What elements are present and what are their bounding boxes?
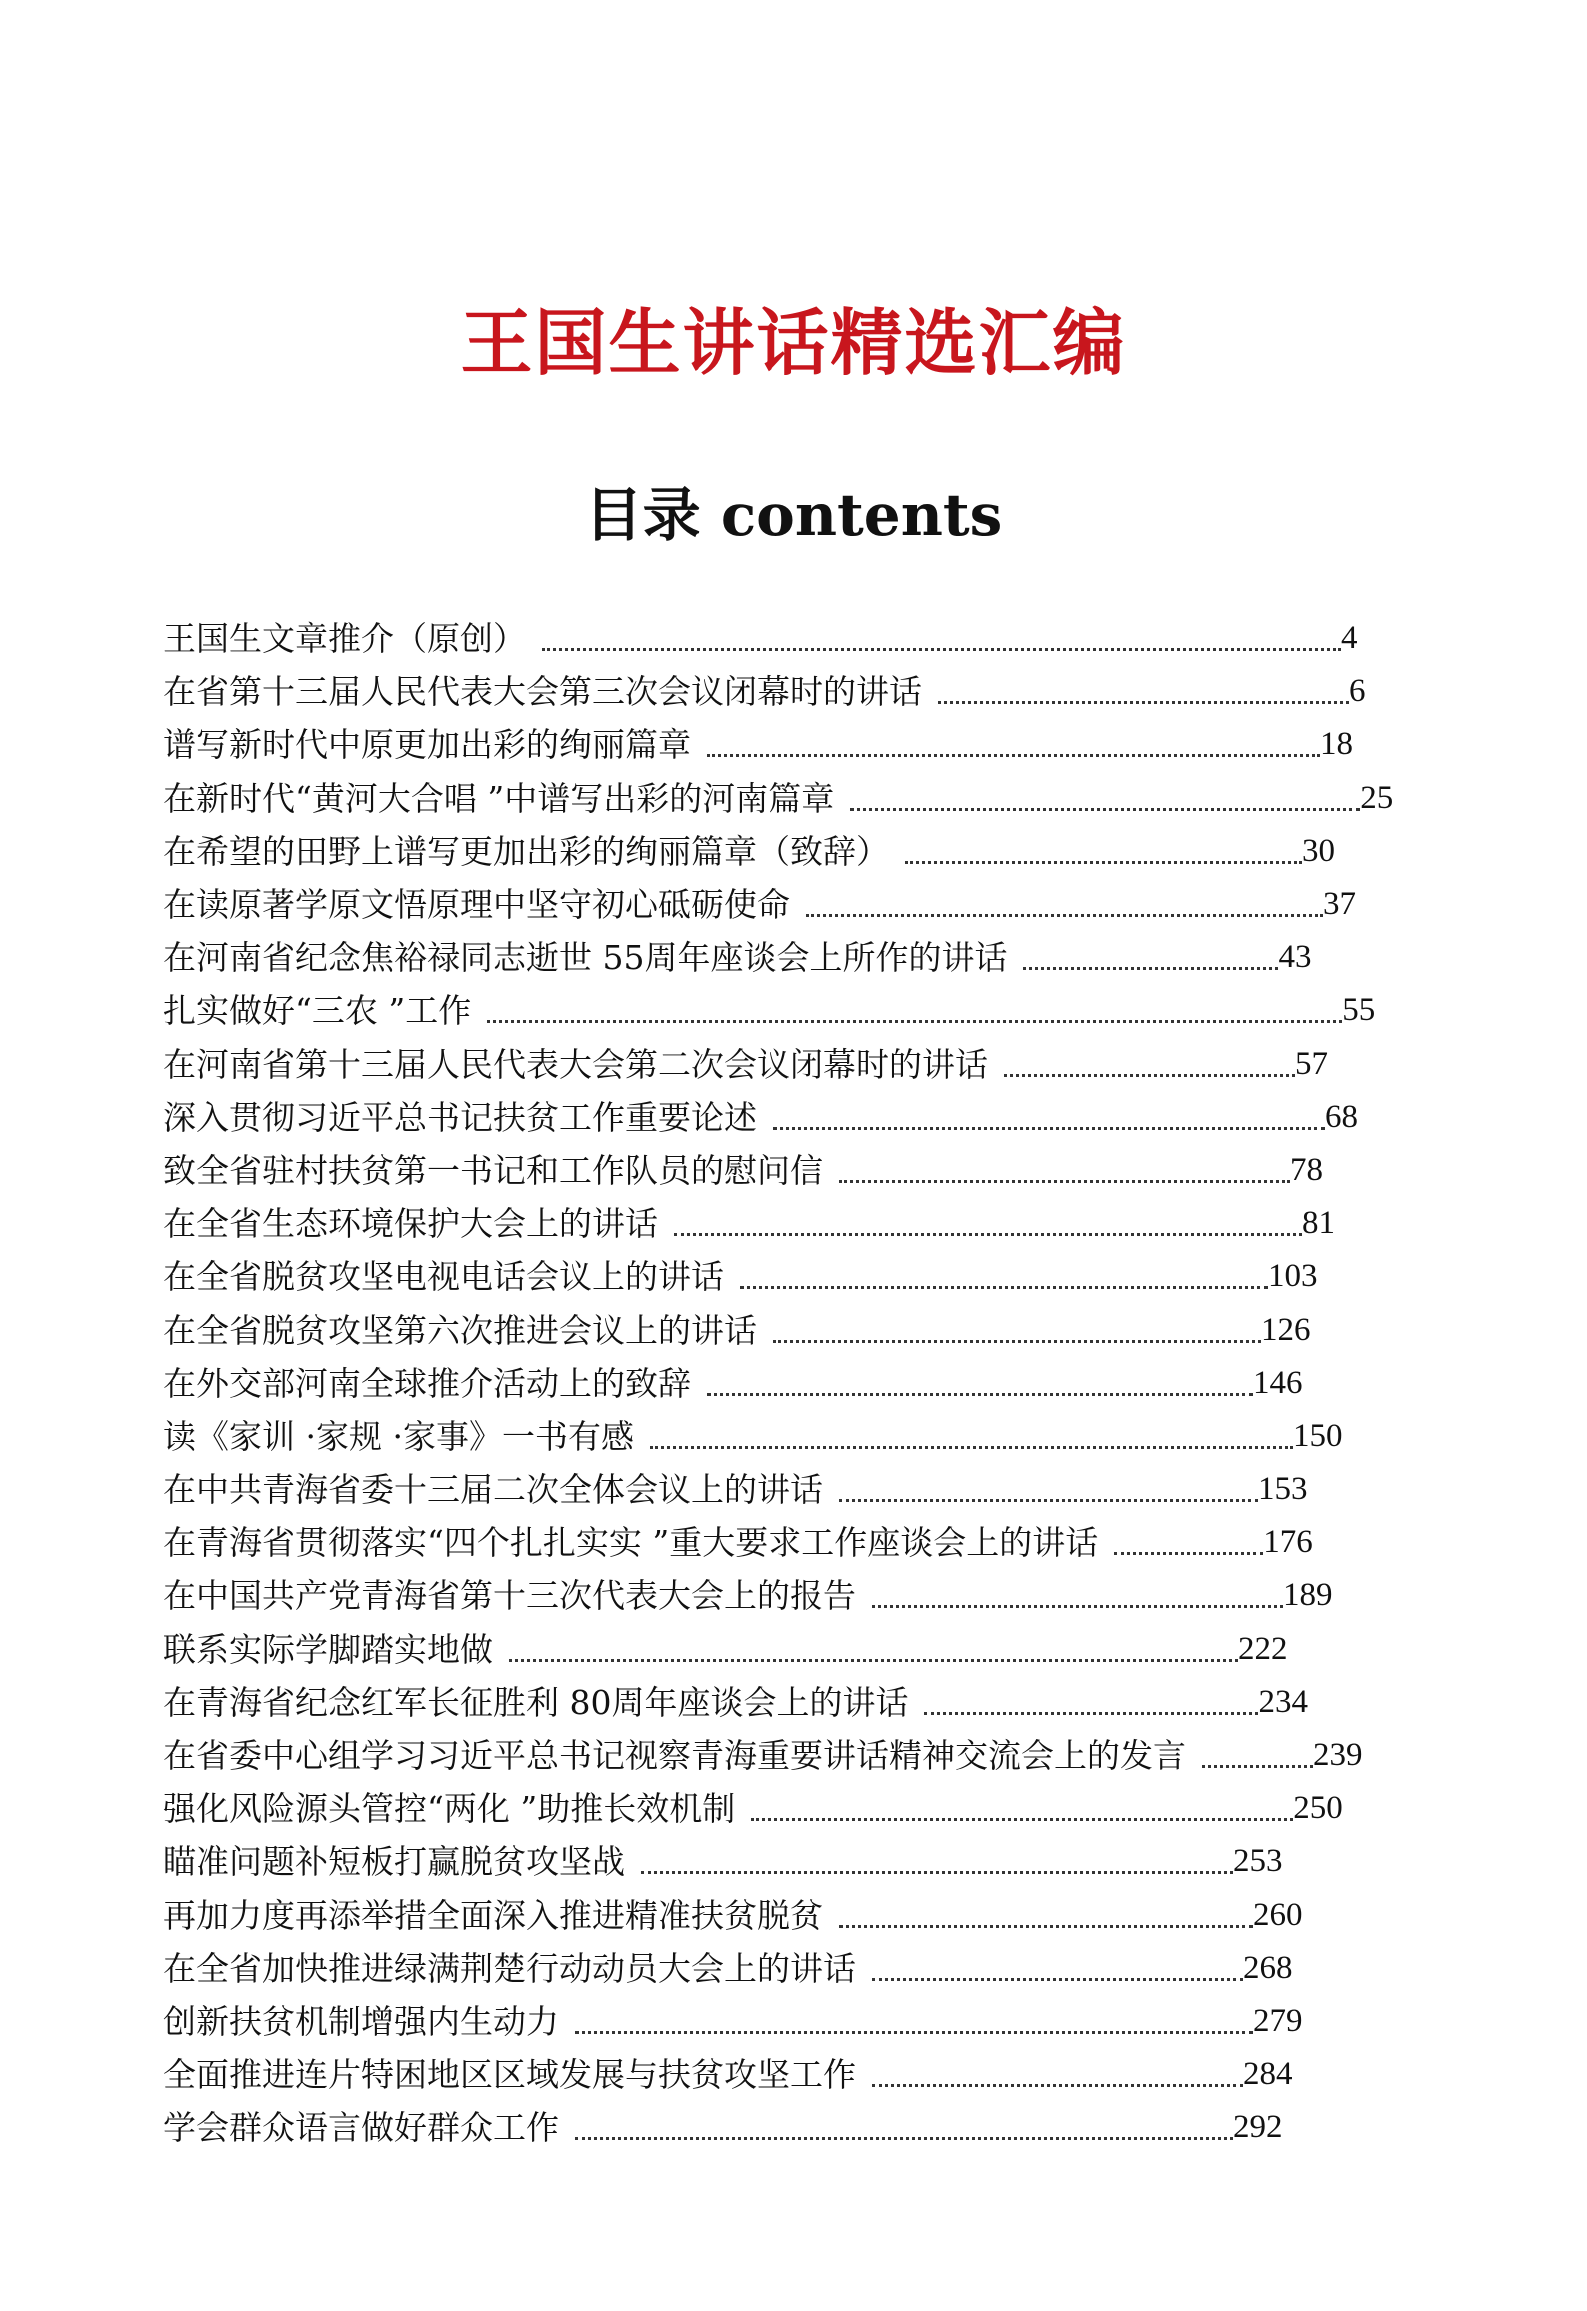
toc-entry-title: 在青海省贯彻落实“四个扎扎实实 ”重大要求工作座谈会上的讲话 (163, 1523, 1099, 1563)
toc-entry[interactable] (163, 1303, 1403, 1356)
toc-dot-leader (542, 612, 1341, 665)
toc-entry[interactable] (163, 1676, 1403, 1729)
toc-entry-page: 268 (1243, 1949, 1293, 1986)
toc-dot-leader (872, 1569, 1283, 1622)
toc-dot-leader (1023, 931, 1278, 984)
toc-entry[interactable] (163, 1038, 1403, 1091)
toc-dot-leader (674, 1197, 1302, 1250)
toc-entry[interactable] (163, 1569, 1403, 1622)
toc-entry-page: 55 (1342, 992, 1376, 1029)
toc-entry[interactable] (163, 772, 1403, 825)
toc-dot-leader (773, 1091, 1325, 1144)
toc-entry-title: 学会群众语言做好群众工作 (163, 2108, 559, 2148)
toc-entry-page: 150 (1292, 1417, 1343, 1454)
toc-entry-page: 37 (1323, 886, 1356, 923)
toc-entry-title: 致全省驻村扶贫第一书记和工作队员的慰问信 (163, 1150, 823, 1190)
toc-entry-title: 在青海省纪念红军长征胜利 80周年座谈会上的讲话 (163, 1682, 909, 1722)
toc-entry-page: 30 (1302, 832, 1335, 869)
toc-dot-leader (707, 1357, 1253, 1410)
toc-entry-page: 146 (1253, 1364, 1303, 1401)
toc-entry[interactable] (163, 1623, 1403, 1676)
toc-entry-title: 在新时代“黄河大合唱 ”中谱写出彩的河南篇章 (163, 778, 835, 818)
toc-entry[interactable] (163, 1197, 1403, 1250)
toc-entry-title: 在省第十三届人民代表大会第三次会议闭幕时的讲话 (163, 672, 922, 712)
toc-entry-page: 103 (1268, 1258, 1318, 1295)
toc-entry-page: 284 (1243, 2056, 1293, 2093)
toc-entry[interactable] (163, 825, 1403, 878)
toc-entry[interactable] (163, 1463, 1403, 1516)
toc-dot-leader (850, 772, 1360, 825)
toc-entry[interactable] (163, 1091, 1403, 1144)
toc-dot-leader (487, 984, 1342, 1037)
toc-entry[interactable] (163, 984, 1403, 1037)
toc-entry-page: 57 (1295, 1045, 1328, 1082)
toc-entry-title: 全面推进连片特困地区区域发展与扶贫攻坚工作 (163, 2055, 856, 2095)
toc-entry[interactable] (163, 1942, 1403, 1995)
toc-dot-leader (509, 1623, 1238, 1676)
toc-entry-page: 253 (1233, 1843, 1283, 1880)
toc-entry-page: 279 (1253, 2002, 1303, 2039)
toc-dot-leader (839, 1463, 1258, 1516)
toc-entry-title: 在全省加快推进绿满荆楚行动动员大会上的讲话 (163, 1948, 856, 1988)
toc-dot-leader (575, 2101, 1233, 2154)
toc-entry[interactable] (163, 718, 1403, 771)
toc-entry-page: 78 (1290, 1151, 1323, 1188)
toc-entry-page: 153 (1258, 1471, 1308, 1508)
toc-entry-title: 在外交部河南全球推介活动上的致辞 (163, 1363, 691, 1403)
toc-dot-leader (575, 1995, 1253, 2048)
toc-entry-title: 在读原著学原文悟原理中坚守初心砥砺使命 (163, 885, 790, 925)
toc-entry[interactable] (163, 1729, 1403, 1782)
toc-dot-leader (905, 825, 1302, 878)
toc-entry-page: 234 (1258, 1683, 1308, 1720)
document-title: 王国生讲话精选汇编 (460, 300, 1127, 385)
toc-dot-leader (751, 1782, 1293, 1835)
toc-entry-title: 王国生文章推介（原创） (163, 619, 526, 659)
toc-entry[interactable] (163, 878, 1403, 931)
toc-entry-page: 222 (1238, 1630, 1288, 1667)
toc-entry-page: 81 (1302, 1205, 1335, 1242)
toc-dot-leader (1114, 1516, 1263, 1569)
toc-dot-leader (650, 1410, 1293, 1463)
toc-entry-page: 25 (1360, 779, 1394, 816)
toc-entry[interactable] (163, 1144, 1403, 1197)
toc-entry-page: 239 (1313, 1737, 1363, 1774)
toc-dot-leader (839, 1144, 1290, 1197)
toc-entry-page: 250 (1293, 1790, 1343, 1827)
toc-entry[interactable] (163, 665, 1403, 718)
toc-entry-title: 在全省脱贫攻坚电视电话会议上的讲话 (163, 1257, 724, 1297)
toc-entry-page: 43 (1278, 939, 1312, 976)
toc-entry-title: 瞄准问题补短板打赢脱贫攻坚战 (163, 1842, 625, 1882)
toc-entry[interactable] (163, 612, 1403, 665)
toc-dot-leader (872, 1942, 1243, 1995)
toc-entry-title: 谱写新时代中原更加出彩的绚丽篇章 (163, 725, 691, 765)
toc-dot-leader (740, 1250, 1268, 1303)
toc-entry[interactable] (163, 1516, 1403, 1569)
toc-entry-title: 读《家训 ·家规 ·家事》一书有感 (163, 1416, 634, 1456)
toc-entry-title: 在中共青海省委十三届二次全体会议上的讲话 (163, 1470, 823, 1510)
toc-entry[interactable] (163, 1889, 1403, 1942)
toc-entry[interactable] (163, 1995, 1403, 2048)
toc-entry-page: 292 (1233, 2109, 1283, 2146)
toc-entry-title: 联系实际学脚踏实地做 (163, 1629, 493, 1669)
toc-entry-title: 在河南省纪念焦裕禄同志逝世 55周年座谈会上所作的讲话 (163, 938, 1008, 978)
toc-entry-title: 在省委中心组学习习近平总书记视察青海重要讲话精神交流会上的发言 (163, 1736, 1186, 1776)
toc-entry-page: 18 (1320, 726, 1353, 763)
toc-entry[interactable] (163, 1835, 1403, 1888)
toc-entry-page: 126 (1261, 1311, 1311, 1348)
toc-dot-leader (839, 1889, 1253, 1942)
toc-entry-title: 在希望的田野上谱写更加出彩的绚丽篇章（致辞） (163, 831, 889, 871)
toc-entry-title: 扎实做好“三农 ”工作 (163, 991, 472, 1031)
toc-entry-title: 再加力度再添举措全面深入推进精准扶贫脱贫 (163, 1895, 823, 1935)
toc-entry[interactable] (163, 1410, 1403, 1463)
toc-dot-leader (773, 1304, 1261, 1357)
toc-dot-leader (1202, 1729, 1313, 1782)
toc-dot-leader (924, 1676, 1258, 1729)
toc-entry-page: 68 (1325, 1098, 1358, 1135)
toc-entry-page: 6 (1349, 673, 1366, 710)
toc-dot-leader (707, 718, 1320, 771)
toc-entry-title: 在中国共产党青海省第十三次代表大会上的报告 (163, 1576, 856, 1616)
toc-entry-title: 在全省生态环境保护大会上的讲话 (163, 1204, 658, 1244)
toc-dot-leader (641, 1835, 1233, 1888)
toc-entry[interactable] (163, 1357, 1403, 1410)
toc-heading: 目录 contents (584, 481, 1003, 549)
toc-entry-title: 在河南省第十三届人民代表大会第二次会议闭幕时的讲话 (163, 1044, 988, 1084)
toc-entry-title: 在全省脱贫攻坚第六次推进会议上的讲话 (163, 1310, 757, 1350)
toc-dot-leader (872, 2048, 1243, 2101)
toc-entry-title: 创新扶贫机制增强内生动力 (163, 2001, 559, 2041)
toc-entry-title: 强化风险源头管控“两化 ”助推长效机制 (163, 1789, 736, 1829)
toc-entry[interactable] (163, 2101, 1403, 2154)
toc-entry-page: 189 (1283, 1577, 1333, 1614)
toc-entry[interactable] (163, 931, 1403, 984)
toc-entry[interactable] (163, 1250, 1403, 1303)
toc-entry-title: 深入贯彻习近平总书记扶贫工作重要论述 (163, 1097, 757, 1137)
toc-dot-leader (938, 665, 1349, 718)
table-of-contents (163, 612, 1403, 2154)
toc-entry-page: 260 (1253, 1896, 1303, 1933)
toc-dot-leader (1004, 1038, 1295, 1091)
toc-entry[interactable] (163, 1782, 1403, 1835)
toc-entry-page: 176 (1263, 1524, 1313, 1561)
toc-dot-leader (806, 878, 1323, 931)
toc-entry-page: 4 (1341, 620, 1358, 657)
toc-entry[interactable] (163, 2048, 1403, 2101)
